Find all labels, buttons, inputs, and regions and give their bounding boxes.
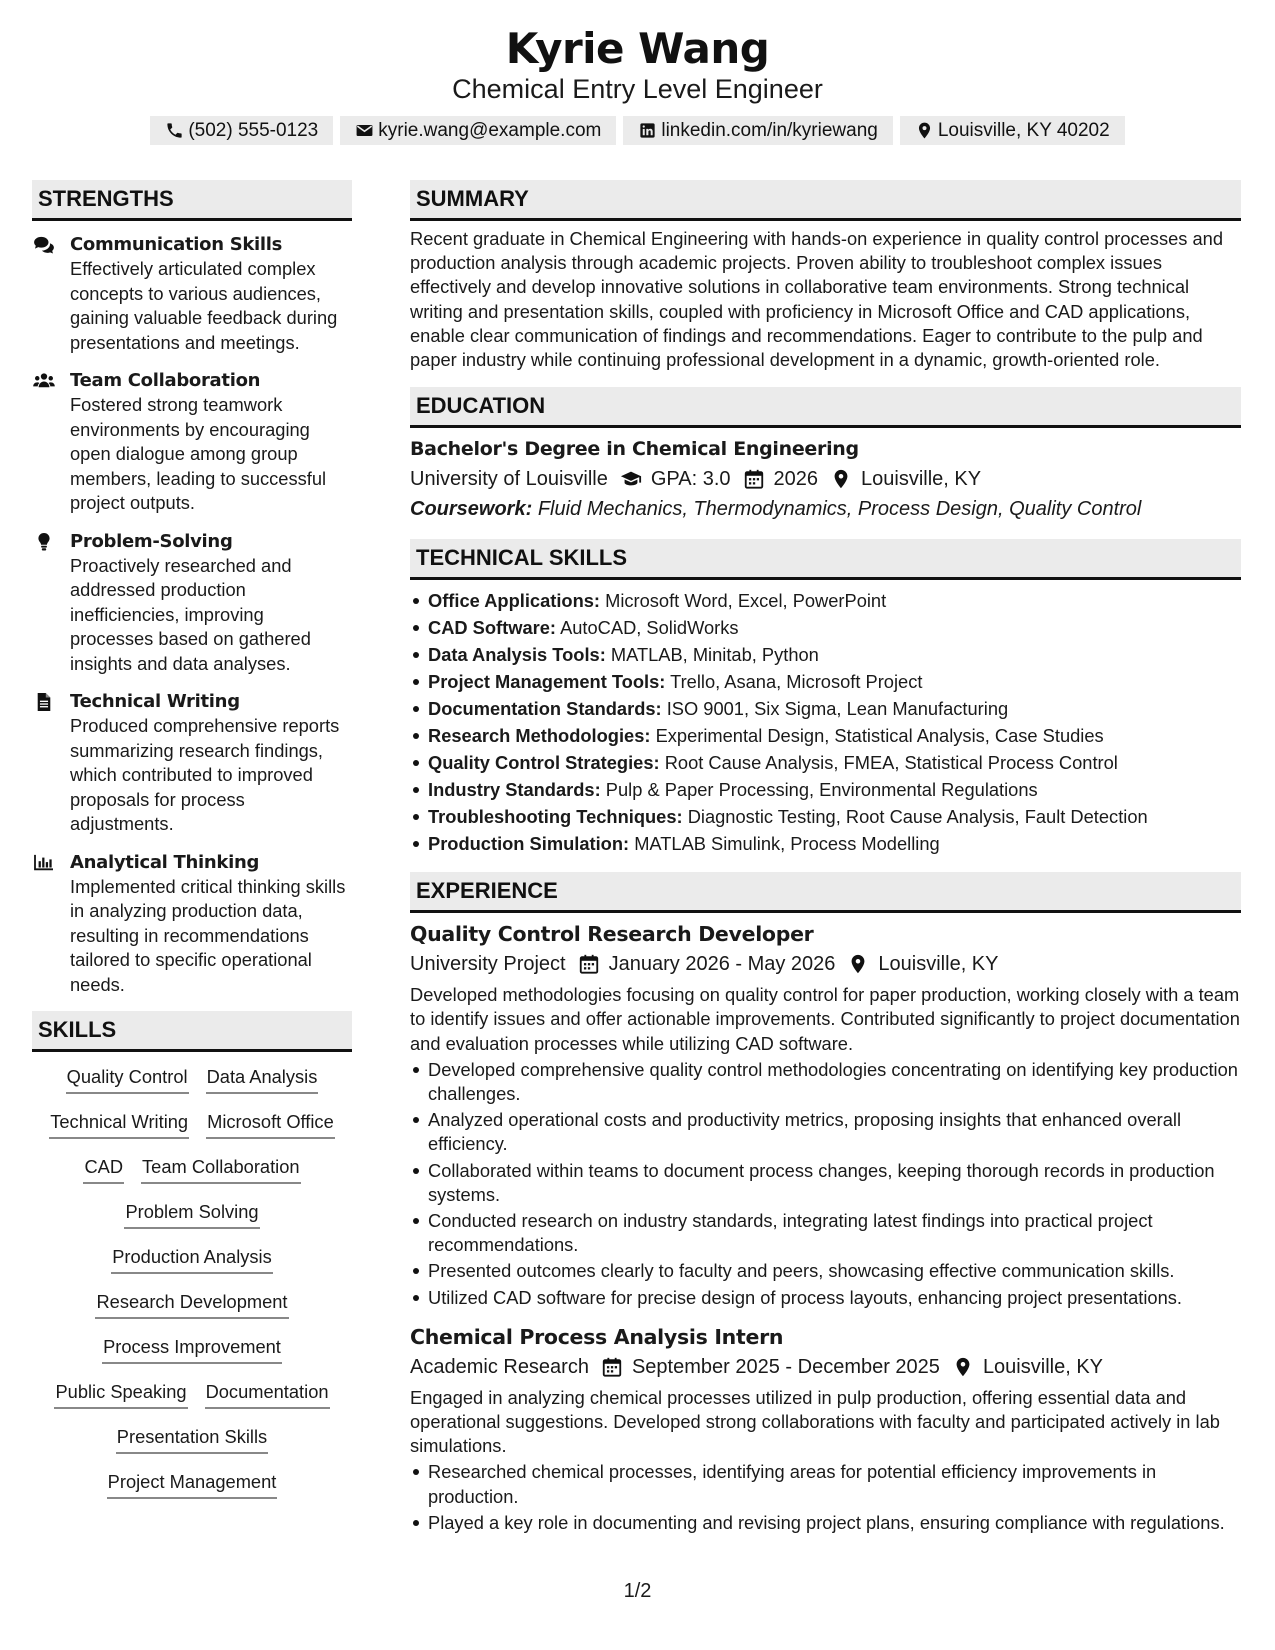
contact-email[interactable] (340, 116, 616, 145)
comments-icon (32, 233, 70, 355)
strength-item (32, 530, 352, 677)
strength-item (32, 690, 352, 837)
skill-row (32, 1064, 352, 1109)
experience-entry (410, 919, 1241, 1310)
tech-value: Root Cause Analysis, FMEA, Statistical Process Control (664, 752, 1118, 774)
resume-header (0, 0, 1275, 145)
phone-icon (165, 121, 184, 140)
list-item (410, 587, 1241, 614)
education-entry (410, 434, 1241, 524)
map-pin-icon (940, 1356, 983, 1378)
job-dates: January 2026 - May 2026 (608, 953, 836, 976)
skill-row (32, 1109, 352, 1154)
list-item (410, 695, 1241, 722)
skill-row (32, 1154, 352, 1199)
job-dates: September 2025 - December 2025 (631, 1355, 940, 1378)
skill-row (32, 1199, 352, 1244)
gpa-text: GPA: 3.0 (650, 468, 731, 491)
contact-bar (0, 116, 1275, 145)
tech-value: MATLAB Simulink, Process Modelling (634, 833, 940, 855)
tech-value: Experimental Design, Statistical Analysis, Case Studies (655, 725, 1104, 747)
technical-skills-list (410, 587, 1241, 857)
skill-row (32, 1469, 352, 1514)
tech-value: Microsoft Word, Excel, PowerPoint (605, 590, 887, 612)
candidate-name: Kyrie Wang (505, 24, 770, 73)
strength-desc: Effectively articulated complex concepts to various audiences, gaining valuable feedback during presentations and meetings. (70, 258, 338, 353)
skill-tag: Quality Control (66, 1064, 189, 1094)
map-pin-icon (835, 953, 878, 975)
lightbulb-icon (32, 530, 70, 677)
skill-tag: Technical Writing (49, 1109, 189, 1139)
calendar-icon (566, 953, 609, 975)
job-meta (410, 1352, 1241, 1382)
tech-value: Diagnostic Testing, Root Cause Analysis, Fault Detection (687, 806, 1148, 828)
strength-desc: Proactively researched and addressed production inefficiencies, improving processes based on gathered insights and data analyses. (70, 554, 311, 674)
summary-text: Recent graduate in Chemical Engineering with hands-on experience in quality control processes and production analysis through academic projects. Proven ability to troubleshoot complex issues effectively and develop innovative solutions in collaborative team environments. Strong technical writing and presentation skills, coupled with proficiency in Microsoft Office and CAD applications, enable clear communication of findings and recommendations. Eager to contribute to the pulp and paper industry while continuing professional development in a dynamic, growth-oriented role. (410, 228, 1223, 371)
strength-name: Problem-Solving (70, 530, 233, 552)
skill-tag: Team Collaboration (141, 1154, 301, 1184)
bar-chart-icon (32, 851, 70, 998)
skill-row (32, 1289, 352, 1334)
list-item (410, 749, 1241, 776)
linkedin-text: linkedin.com/in/kyriewang (661, 120, 878, 141)
tech-label: Research Methodologies: (428, 725, 651, 747)
tech-value: AutoCAD, SolidWorks (560, 617, 739, 639)
skill-row (32, 1244, 352, 1289)
calendar-icon (589, 1356, 632, 1378)
tech-label: Production Simulation: (428, 833, 630, 855)
map-pin-icon (915, 121, 934, 140)
strength-item (32, 851, 352, 998)
list-item (410, 722, 1241, 749)
school-location: Louisville, KY (861, 468, 982, 491)
coursework-text: Fluid Mechanics, Thermodynamics, Process Design, Quality Control (537, 498, 1142, 521)
list-item (410, 614, 1241, 641)
list-item: Played a key role in documenting and revising project plans, ensuring compliance with regulations. (410, 1511, 1241, 1535)
strength-desc: Produced comprehensive reports summarizing research findings, which contributed to improved proposals for process adjustments. (70, 715, 340, 834)
calendar-icon (731, 468, 774, 490)
skills-heading: SKILLS (32, 1011, 352, 1052)
tech-label: Office Applications: (428, 590, 600, 612)
users-icon (32, 369, 70, 516)
skill-tag: Problem Solving (124, 1199, 259, 1229)
strengths-list (32, 233, 352, 997)
coursework-label: Coursework: (410, 498, 533, 521)
strength-name: Communication Skills (70, 234, 283, 255)
skill-row (32, 1379, 352, 1424)
tech-value: Trello, Asana, Microsoft Project (670, 671, 923, 693)
education-heading: EDUCATION (410, 387, 1241, 428)
tech-label: Quality Control Strategies: (428, 752, 660, 774)
summary-heading: SUMMARY (410, 180, 1241, 221)
job-location: Louisville, KY (982, 1355, 1103, 1378)
skill-tag: Data Analysis (206, 1064, 319, 1094)
envelope-icon (355, 121, 374, 140)
email-text: kyrie.wang@example.com (378, 120, 602, 141)
skill-tag: Microsoft Office (206, 1109, 335, 1139)
job-title: Chemical Process Analysis Intern (410, 1324, 784, 1349)
list-item (410, 803, 1241, 830)
skill-tag: Presentation Skills (116, 1424, 268, 1454)
skill-row (32, 1334, 352, 1379)
skill-tag: Research Development (95, 1289, 288, 1319)
skill-tag: Production Analysis (111, 1244, 273, 1274)
skill-tag: Project Management (107, 1469, 278, 1499)
strength-name: Technical Writing (70, 691, 240, 712)
education-meta (410, 464, 1241, 494)
linkedin-icon (638, 121, 657, 140)
tech-value: MATLAB, Minitab, Python (610, 644, 819, 666)
list-item (410, 830, 1241, 857)
experience-heading: EXPERIENCE (410, 872, 1241, 913)
strength-item (32, 233, 352, 355)
list-item (410, 776, 1241, 803)
job-bullets (410, 1058, 1241, 1310)
job-description: Engaged in analyzing chemical processes utilized in pulp production, offering essential data and operational suggestions. Developed strong collaborations with faculty and participated actively in lab simulations. (410, 1386, 1220, 1457)
strength-name: Team Collaboration (70, 370, 261, 391)
job-meta (410, 949, 1241, 979)
tech-label: Troubleshooting Techniques: (428, 806, 683, 828)
job-title: Quality Control Research Developer (410, 922, 814, 947)
strength-desc: Implemented critical thinking skills in analyzing production data, resulting in recommendations tailored to specific operational needs. (70, 875, 346, 995)
graduation-cap-icon (608, 468, 651, 490)
map-pin-icon (818, 468, 861, 490)
skill-row (32, 1424, 352, 1469)
left-column (32, 180, 352, 1537)
list-item (410, 668, 1241, 695)
list-item: Researched chemical processes, identifying areas for potential efficiency improvements in production. (410, 1460, 1241, 1508)
tech-label: Industry Standards: (428, 779, 601, 801)
strength-desc: Fostered strong teamwork environments by encouraging open dialogue among group members, leading to successful project outputs. (70, 394, 327, 513)
list-item: Utilized CAD software for precise design of process layouts, enhancing project presentations. (410, 1286, 1241, 1310)
job-description: Developed methodologies focusing on quality control for paper production, working closely with a team to identify issues and offer actionable improvements. Contributed significantly to project documentation and evaluation processes while utilizing CAD software. (410, 984, 1240, 1054)
tech-label: Documentation Standards: (428, 698, 662, 720)
list-item: Presented outcomes clearly to faculty and peers, showcasing effective communication skills. (410, 1259, 1241, 1283)
strength-name: Analytical Thinking (70, 851, 260, 873)
contact-phone[interactable] (150, 116, 333, 145)
skill-tag: CAD (83, 1154, 124, 1184)
graduation-year: 2026 (773, 468, 819, 491)
strength-item (32, 369, 352, 516)
degree-title: Bachelor's Degree in Chemical Engineering (410, 438, 859, 461)
skill-tag: Documentation (205, 1379, 330, 1409)
phone-text: (502) 555-0123 (188, 120, 319, 141)
tech-value: ISO 9001, Six Sigma, Lean Manufacturing (666, 698, 1009, 720)
list-item: Analyzed operational costs and productivity metrics, proposing insights that enhanced overall efficiency. (410, 1108, 1241, 1156)
list-item: Developed comprehensive quality control methodologies concentrating on identifying key production challenges. (410, 1058, 1241, 1106)
list-item (410, 641, 1241, 668)
technical-skills-heading: TECHNICAL SKILLS (410, 539, 1241, 580)
document-icon (32, 690, 70, 837)
tech-label: Project Management Tools: (428, 671, 666, 693)
list-item: Conducted research on industry standards, integrating latest findings into practical project recommendations. (410, 1209, 1241, 1257)
job-org: Academic Research (410, 1355, 589, 1378)
job-location: Louisville, KY (878, 953, 999, 976)
tech-label: CAD Software: (428, 617, 556, 639)
candidate-title: Chemical Entry Level Engineer (452, 74, 823, 104)
coursework-line (410, 494, 1241, 524)
skill-tag: Process Improvement (102, 1334, 282, 1364)
skills-list (32, 1064, 352, 1514)
contact-linkedin[interactable] (623, 116, 893, 145)
list-item: Collaborated within teams to document process changes, keeping thorough records in production systems. (410, 1159, 1241, 1207)
contact-location (900, 116, 1125, 145)
right-column (410, 180, 1241, 1537)
experience-entry (410, 1322, 1241, 1535)
tech-value: Pulp & Paper Processing, Environmental Regulations (605, 779, 1038, 801)
strengths-heading: STRENGTHS (32, 180, 352, 221)
page-number: 1/2 (623, 1580, 652, 1602)
skill-tag: Public Speaking (54, 1379, 187, 1409)
tech-label: Data Analysis Tools: (428, 644, 606, 666)
job-bullets (410, 1460, 1241, 1535)
job-org: University Project (410, 953, 566, 976)
school-name: University of Louisville (410, 468, 608, 491)
location-text: Louisville, KY 40202 (937, 120, 1110, 141)
